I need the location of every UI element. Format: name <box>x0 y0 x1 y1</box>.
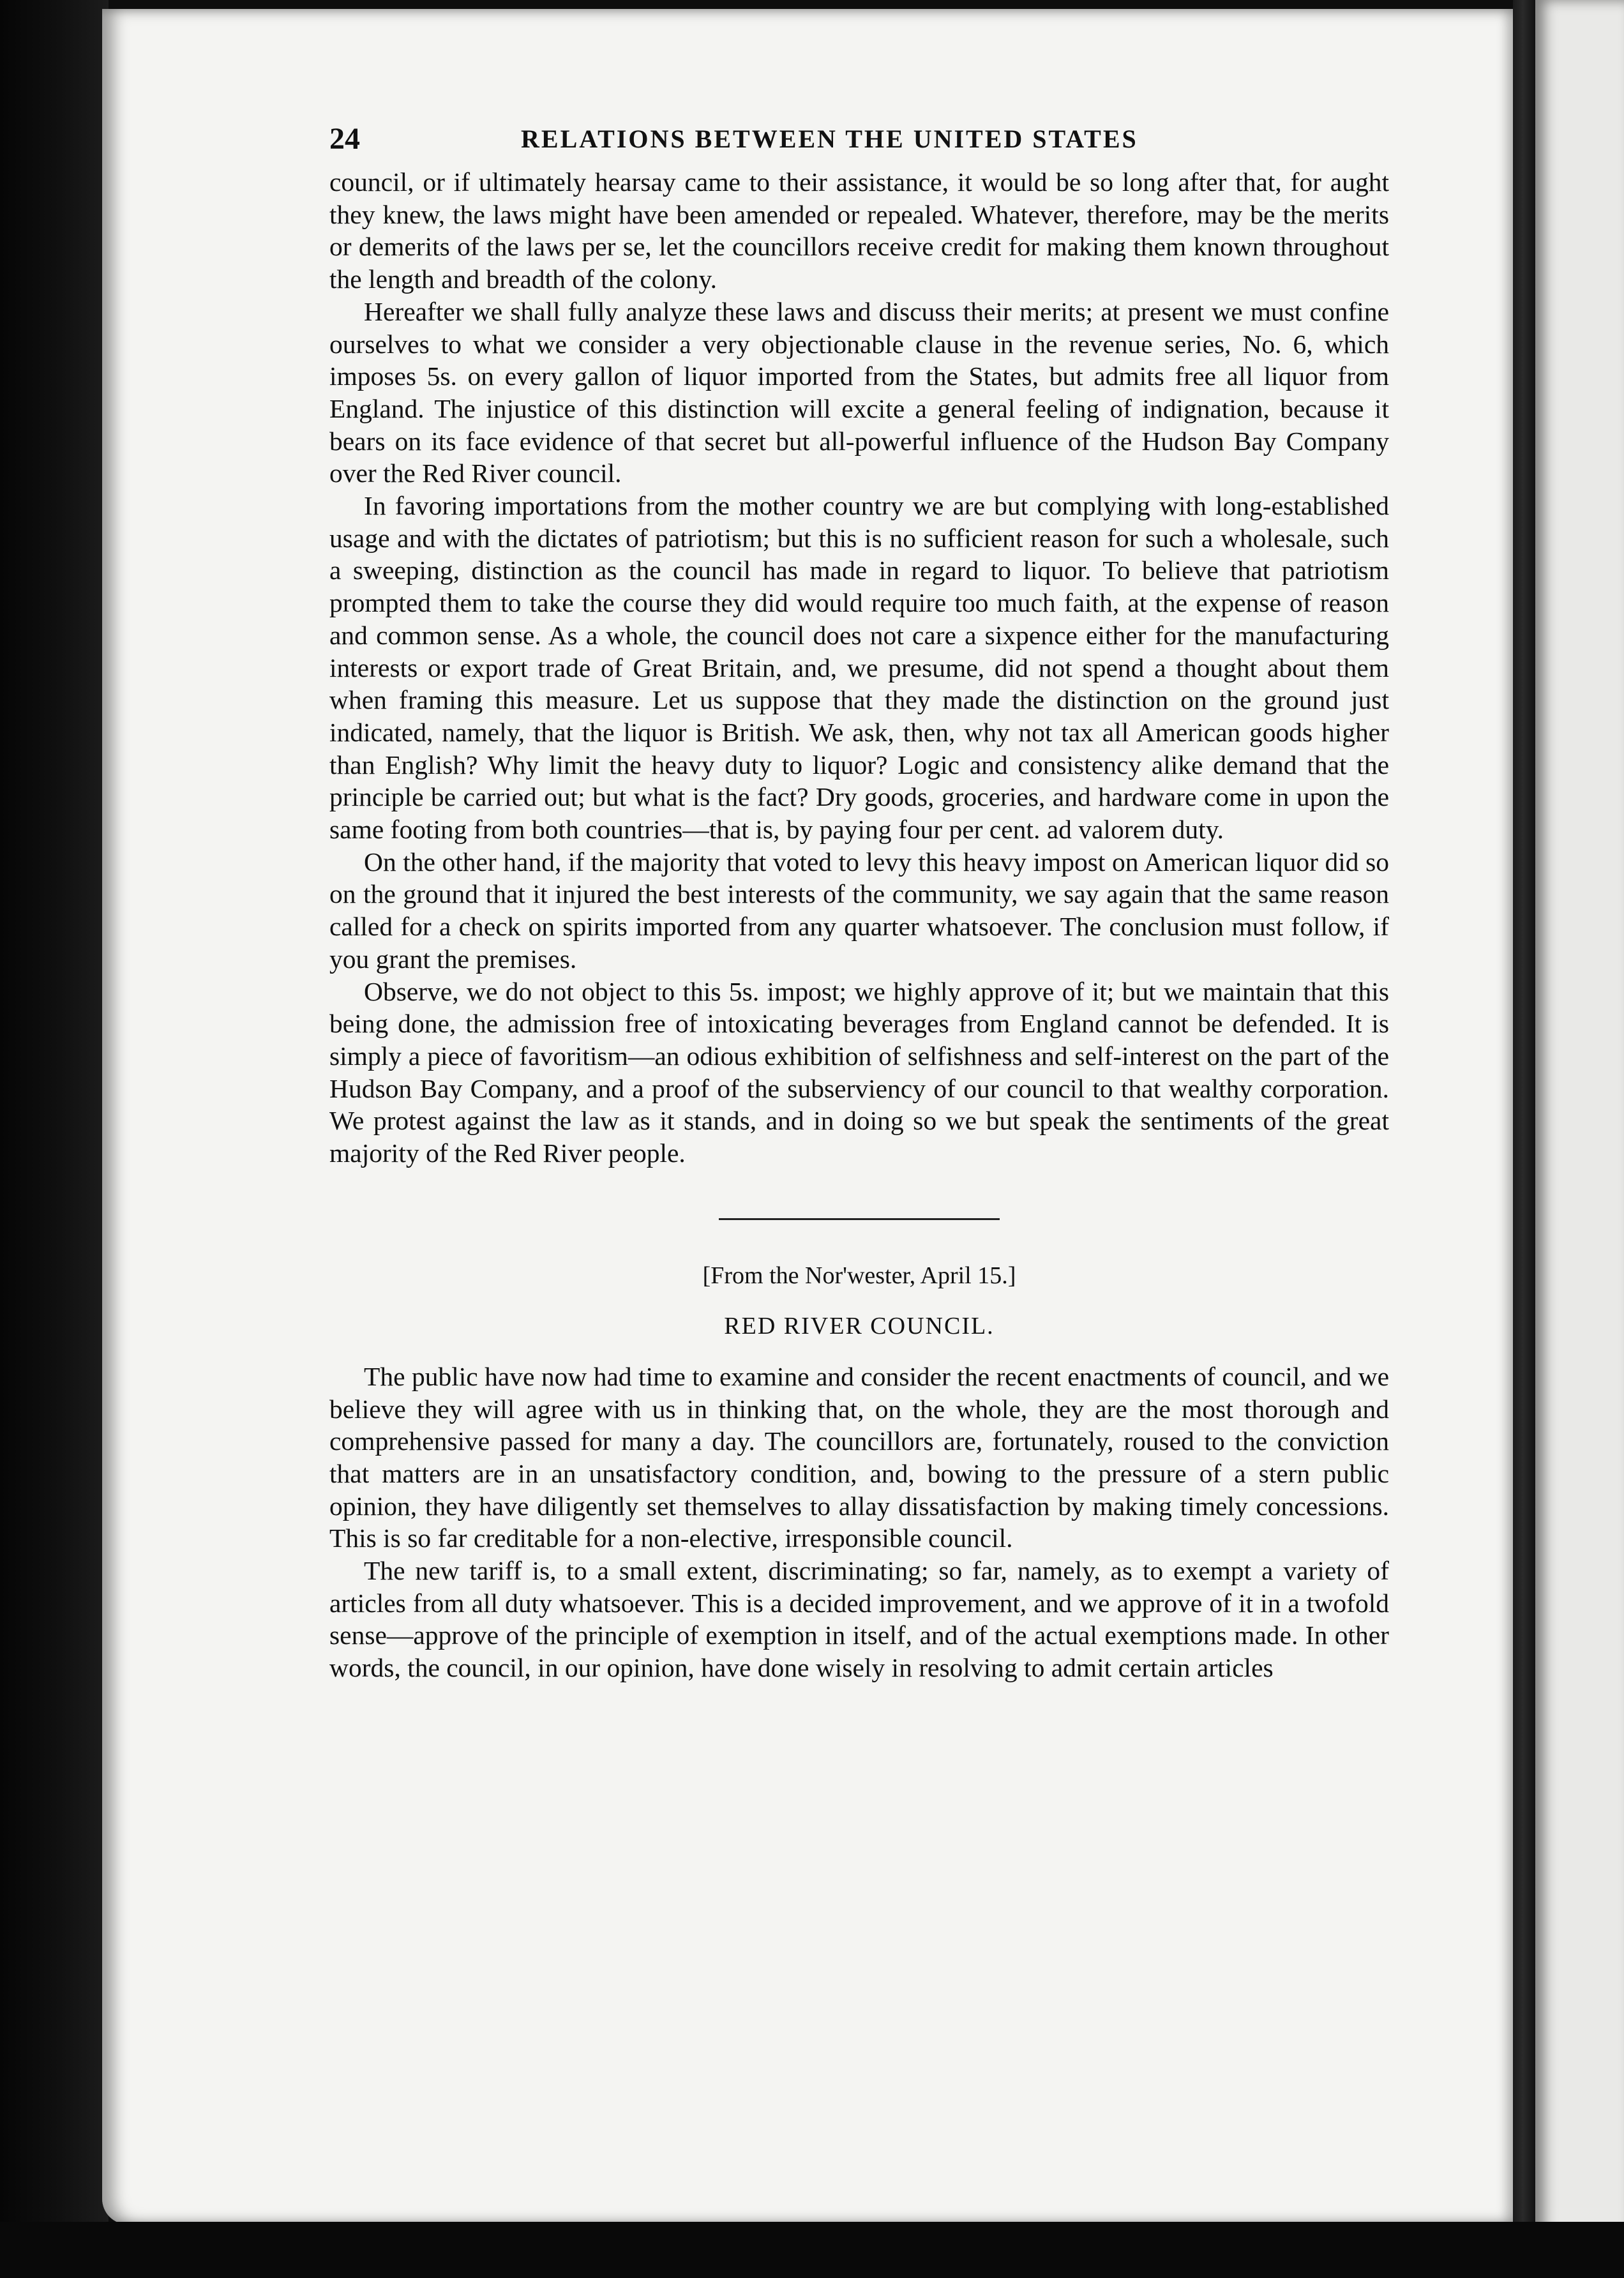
text-block <box>329 121 1389 1684</box>
article-title: RED RIVER COUNCIL. <box>724 1312 995 1339</box>
paragraph: The public have now had time to examine and consider the recent enactments of council, and we believe they will agree with us in thinking that, on the whole, they are the most thorough and comprehensive passed for many a day. The councillors are, fortunately, roused to the conviction that matters are in an unsatisfactory condition, and, bowing to the pressure of a stern public opinion, they have diligently set themselves to allay dissatisfaction by making timely concessions. This is so far creditable for a non-elective, irresponsible council. <box>329 1361 1389 1553</box>
paragraph-continued: council, or if ultimately hearsay came to their assistance, it would be so long after that, for aught they knew, the laws might have been amended or repealed. Whatever, therefore, may be the merits or demerits of the laws per se, let the councillors receive credit for making them known throughout the length and breadth of the colony. <box>329 167 1389 294</box>
running-head <box>329 121 1389 166</box>
paragraph: In favoring importations from the mother country we are but complying with long-established usage and with the dictates of patriotism; but this is no sufficient reason for such a wholesale, such a sweeping, distinction as the council has made in regard to liquor. To believe that patriotism prompted them to take the course they did would require too much faith, at the expense of reason and common sense. As a whole, the council does not care a sixpence either for the manufacturing interests or export trade of Great Britain, and, we presume, did not spend a thought about them when framing this measure. Let us suppose that they made the distinction on the ground just indicated, namely, that the liquor is British. We ask, then, why not tax all American goods higher than English? Why limit the heavy duty to liquor? Logic and consistency alike demand that the principle be carried out; but what is the fact? Dry goods, groceries, and hardware come in upon the same footing from both countries—that is, by paying four per cent. ad valorem duty. <box>329 491 1389 845</box>
source-note: [From the Nor'wester, April 15.] <box>702 1262 1016 1289</box>
page-gutter <box>1513 0 1538 2278</box>
paragraph: Observe, we do not object to this 5s. impost; we highly approve of it; but we maintain that this being done, the admission free of intoxicating beverages from England cannot be defended. It is simply a piece of favoritism—an odious exhibition of selfishness and self-interest on the part of the Hudson Bay Company, and a proof of the subserviency of our council to that wealthy corporation. We protest against the law as it stands, and in doing so we but speak the sentiments of the great majority of the Red River people. <box>329 976 1389 1168</box>
paragraph: On the other hand, if the majority that voted to levy this heavy impost on American liquor did so on the ground that it injured the best interests of the community, we say again that the same reason called for a check on spirits imported from any quarter whatsoever. The conclusion must follow, if you grant the premises. <box>329 847 1389 974</box>
section-divider <box>719 1218 1000 1220</box>
bottom-shadow <box>0 2222 1624 2278</box>
paragraph: Hereafter we shall fully analyze these laws and discuss their merits; at present we must confine ourselves to what we consider a very objectionable clause in the revenue series, No. 6, which imposes 5s. on every gallon of liquor imported from the States, but admits free all liquor from England. The injustice of this distinction will excite a general feeling of indignation, because it bears on its face evidence of that secret but all-powerful influence of the Hudson Bay Company over the Red River council. <box>329 296 1389 488</box>
running-head-title: RELATIONS BETWEEN THE UNITED STATES <box>521 124 1138 153</box>
title-gap <box>329 1341 1389 1361</box>
page-number: 24 <box>329 122 360 156</box>
adjacent-page-edge <box>1535 0 1624 2278</box>
paragraph: The new tariff is, to a small extent, discriminating; so far, namely, as to exempt a variety of articles from all duty whatsoever. This is a decided improvement, and we approve of it in a twofold sense—approve of the principle of exemption in itself, and of the actual exemptions made. In other words, the council, in our opinion, have done wisely in resolving to admit certain articles <box>329 1556 1389 1683</box>
binding-shadow <box>0 0 109 2278</box>
